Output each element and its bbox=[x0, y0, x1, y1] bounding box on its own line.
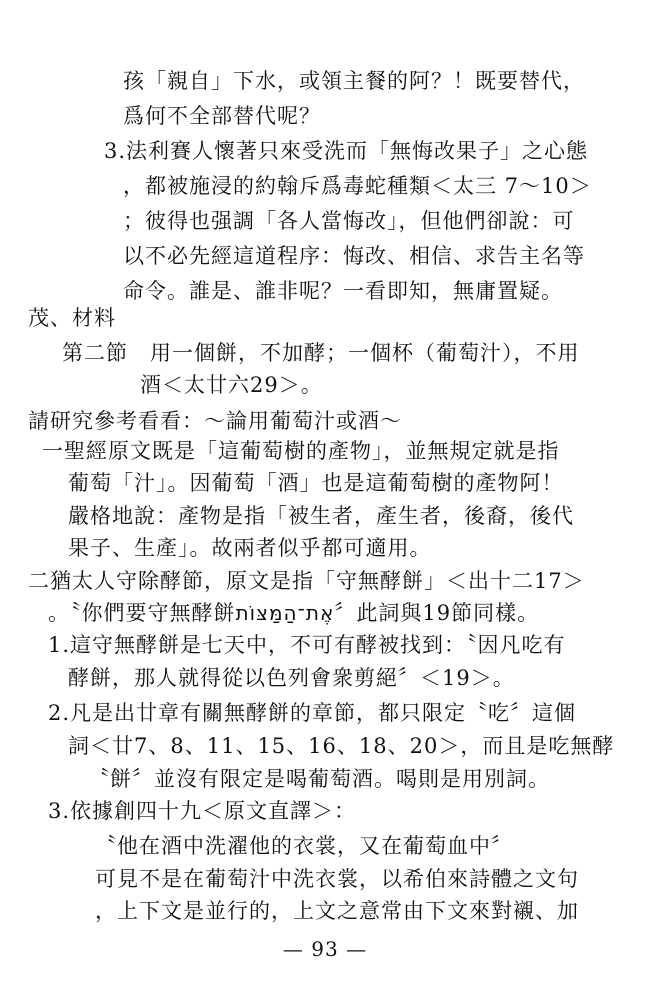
text-line-10: 酒＜太廿六29＞。 bbox=[140, 373, 323, 397]
text-line-15: 果子、生產」。故兩者似乎都可適用。 bbox=[68, 536, 432, 560]
text-line-3: 3.法利賽人懷著只來受洗而「無悔改果子」之心態 bbox=[104, 139, 589, 163]
text-line-9: 第二節 用一個餅，不加酵；一個杯（葡萄汁），不用 bbox=[62, 341, 580, 365]
hebrew-phrase: אֶת־הַמַּצּוֹת bbox=[235, 601, 335, 625]
text-line-26: ，上下文是並行的，上文之意常由下文來對襯、加 bbox=[95, 899, 579, 923]
text-line-1: 孩「親自」下水，或領主餐的阿？！既要替代， bbox=[123, 69, 585, 93]
text-line-22: 〝餅〞並沒有限定是喝葡萄酒。喝則是用別詞。 bbox=[88, 767, 550, 791]
text-line-24: 〝他在酒中洗濯他的衣裳，又在葡萄血中〞 bbox=[95, 834, 513, 858]
text-line-12: 一聖經原文既是「這葡萄樹的產物」，並無規定就是指 bbox=[42, 439, 560, 463]
page-number: — 93 — bbox=[282, 937, 368, 961]
text-line-19: 酵餅，那人就得從以色列會衆剪絕〞＜19＞。 bbox=[68, 666, 515, 690]
text-line-16: 二猶太人守除酵節，原文是指「守無酵餅」＜出十二17＞ bbox=[28, 569, 585, 593]
text-line-6: 以不必先經這道程序：悔改、相信、求告主名等 bbox=[123, 244, 585, 268]
text-line-7: 命令。誰是、誰非呢？一看即知，無庸置疑。 bbox=[123, 279, 563, 303]
text-line-2: 爲何不全部替代呢？ bbox=[123, 104, 321, 128]
text-line-21: 詞＜廿7、8、11、15、16、18、20＞，而且是吃無酵 bbox=[68, 734, 615, 758]
text-line-17-start: 。〝你們要守無酵餅 bbox=[48, 601, 236, 625]
text-line-23: 3.依據創四十九＜原文直譯＞： bbox=[48, 799, 357, 823]
text-line-5: ；彼得也强調「各人當悔改」，但他們卻說：可 bbox=[123, 209, 575, 233]
section-heading-materials: 茂、材料 bbox=[28, 306, 116, 330]
text-line-17 bbox=[48, 600, 539, 626]
text-line-17-end: 〞此詞與19節同樣。 bbox=[334, 601, 540, 625]
text-line-18: 1.這守無酵餅是七天中，不可有酵被找到：〝因凡吃有 bbox=[48, 633, 566, 657]
text-line-14: 嚴格地說：產物是指「被生者，產生者，後裔，後代 bbox=[68, 504, 574, 528]
text-line-4: ，都被施浸的約翰斥爲毒蛇種類＜太三 7～10＞ bbox=[123, 174, 592, 198]
text-line-20: 2.凡是出廿章有關無酵餅的章節，都只限定〝吃〞這個 bbox=[48, 701, 577, 725]
text-line-25: 可見不是在葡萄汁中洗衣裳，以希伯來詩體之文句 bbox=[95, 867, 579, 891]
text-line-13: 葡萄「汁」。因葡萄「酒」也是這葡萄樹的產物阿！ bbox=[68, 471, 564, 495]
section-heading-study: 請研究參考看看：～論用葡萄汁或酒～ bbox=[28, 409, 402, 433]
